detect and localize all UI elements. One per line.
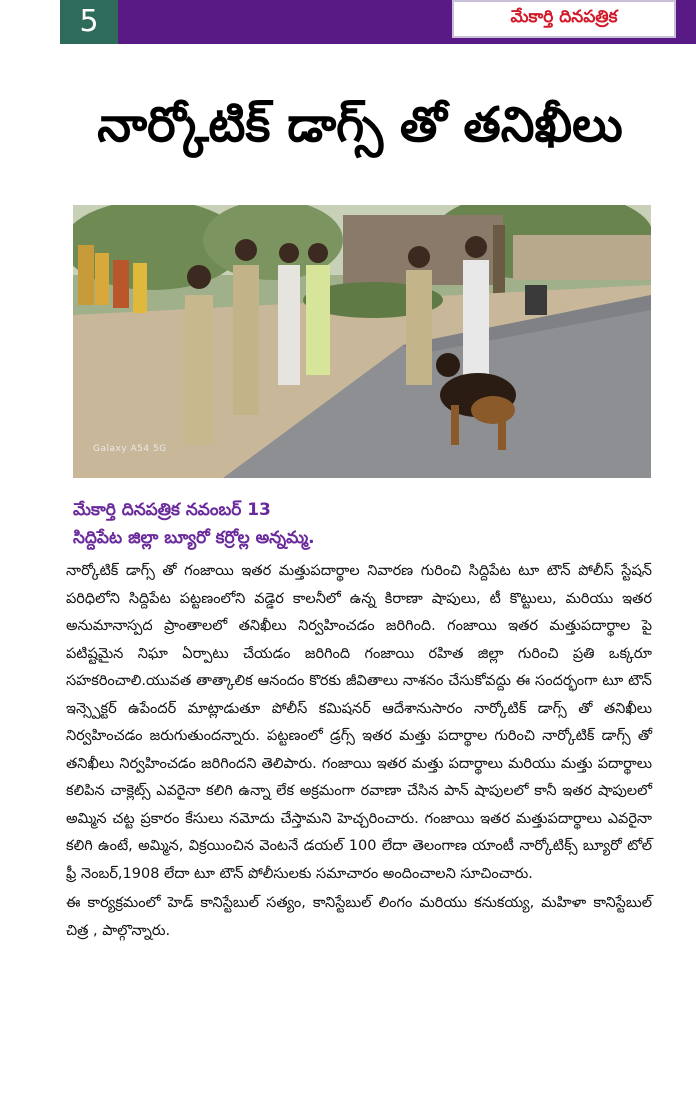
article-body [66,558,652,945]
headline: నార్కోటిక్ డాగ్స్ తో తనిఖీలు [97,97,623,153]
article-paragraph: ఈ కార్యక్రమంలో హెడ్ కానిస్టేబుల్ సత్యం, కానిస్టేబుల్ లింగం మరియు కనుకయ్య, మహిళా కానిస్టేబుల్ చిత్ర , పాల్గొన్నారు. [66,895,652,939]
photo-illustration [73,205,651,478]
article-paragraph: నార్కోటిక్ డాగ్స్ తో గంజాయి ఇతర మత్తుపదార్థాల నివారణ గురించి సిద్దిపేట టూ టౌన్ పోలీస్ స్టేషన్ పరిధిలోని సిద్దిపేట పట్టణంలోని వడ్డెర కాలనీలో ఉన్న కిరాణా షాపులు, టీ కొట్టులు, మరియు ఇతర అనుమానాస్పద ప్రాంతాలలో తనిఖీలు నిర్వహించడం జరిగింది. గంజాయి ఇతర మత్తుపదార్థాల పై పటిష్టమైన నిఘా ఏర్పాటు చేయడం జరిగింది గంజాయి రహిత జిల్లా గురించి ప్రతి ఒక్కరూ సహకరించాలి.యువత తాత్కాలిక ఆనందం కొరకు జీవితాలు నాశనం చేసుకోవద్దు ఈ సందర్భంగా టూ టౌన్ ఇన్స్పెక్టర్ ఉపేందర్ మాట్లాడుతూ పోలీస్ కమిషనర్ ఆదేశానుసారం నార్కోటిక్ డాగ్స్ తో తనిఖీలు నిర్వహించడం జరుగుతుందన్నారు. పట్టణంలో డ్రగ్స్ ఇతర మత్తు పదార్థాల గురించి నార్కోటిక్ డాగ్స్ తో తనిఖీలు నిర్వహించడం జరిగిందని తెలిపారు. గంజాయి ఇతర మత్తు పదార్థాలు మరియు మత్తు పదార్థాలు కలిపిన చాక్లెట్స్ ఎవరైనా కలిగి ఉన్నా లేక అక్రమంగా రవాణా చేసిన పాన్ షాపులలో కానీ ఇతర షాపులలో అమ్మిన చట్ట ప్రకారం కేసులు నమోదు చేస్తామని హెచ్చరించారు. గంజాయి ఇతర మత్తుపదార్థాలు ఎవరైనా కలిగి ఉంటే, అమ్మిన, విక్రయించిన వెంటనే డయల్ 100 లేదా తెలంగాణ యాంటీ నార్కోటిక్స్ బ్యూరో టోల్ ఫ్రీ నెంబర్,1908 లేదా టూ టౌన్ పోలీసులకు సమాచారం అందించాలని సూచించారు. [66,563,652,882]
dateline [73,497,673,553]
page-number: 5 [60,0,118,44]
dateline-source: మేకార్తి దినపత్రిక నవంబర్ 13 [73,500,271,520]
camera-watermark: Galaxy A54 5G [93,444,167,454]
masthead-logo [452,0,676,38]
masthead-title: మేకార్తి దినపత్రిక [510,7,618,27]
dateline-byline: సిద్దిపేట జిల్లా బ్యూరో కర్రోల్ల అన్నమ్మ. [73,528,315,548]
news-photo [73,205,651,478]
